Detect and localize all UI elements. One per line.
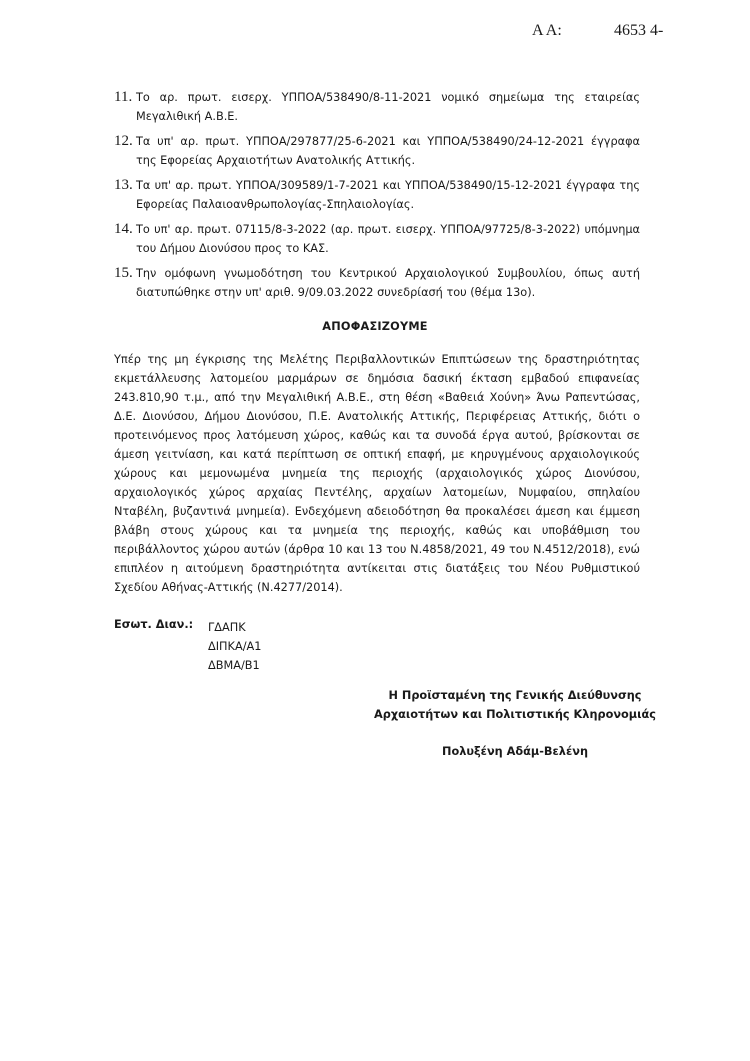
distribution-recipients bbox=[208, 618, 261, 675]
protocol-reference bbox=[532, 22, 663, 40]
signatory-title-line-2: Αρχαιοτήτων και Πολιτιστικής Κληρονομιάς bbox=[374, 708, 656, 721]
list-item bbox=[114, 132, 640, 170]
item-text: Το αρ. πρωτ. εισερχ. ΥΠΠΟΑ/538490/8-11-2021 νομικό σημείωμα της εταιρείας Μεγαλιθική Α.Β.Ε. bbox=[136, 91, 640, 123]
recipient: ΔΒΜΑ/Β1 bbox=[208, 659, 260, 672]
item-number: 14. bbox=[114, 221, 133, 237]
protocol-label: Α Α: bbox=[532, 22, 562, 39]
list-item bbox=[114, 220, 640, 258]
item-number: 11. bbox=[114, 89, 133, 105]
decision-heading: ΑΠΟΦΑΣΙΖΟΥΜΕ bbox=[322, 320, 428, 333]
list-item bbox=[114, 176, 640, 214]
item-number: 12. bbox=[114, 133, 133, 149]
list-item bbox=[114, 88, 640, 126]
item-text: Τα υπ' αρ. πρωτ. ΥΠΠΟΑ/297877/25-6-2021 και ΥΠΠΟΑ/538490/24-12-2021 έγγραφα της Εφορείας Αρχαιοτήτων Ανατολικής Αττικής. bbox=[136, 135, 640, 167]
recipient: ΔΙΠΚΑ/Α1 bbox=[208, 640, 262, 653]
decision-body: Υπέρ της μη έγκρισης της Μελέτης Περιβαλλοντικών Επιπτώσεων της δραστηριότητας εκμετάλλευσης λατομείου μαρμάρων σε δημόσια δασική έκταση εμβαδού επιφανείας 243.810,90 τ.μ., από την Μεγαλιθική Α.Β.Ε., στη θέση «Βαθειά Χούνη» Άνω Ραπεντώσας, Δ.Ε. Διονύσου, Δήμου Διονύσου, Π.Ε. Ανατολικής Αττικής, Περιφέρειας Αττικής, διότι ο προτεινόμενος προς λατόμευση χώρος, καθώς και τα συνοδά έργα αυτού, βρίσκονται σε άμεση γειτνίαση, και κατά περίπτωση σε οπτική επαφή, με κηρυγμένους αρχαιολογικούς χώρους και μεμονωμένα μνημεία της περιοχής (αρχαιολογικός χώρος Διονύσου, αρχαιολογικός χώρος αρχαίας Πεντέλης, αρχαίων λατομείων, Νυμφαίου, σπηλαίου Νταβέλη, βυζαντινά μνημεία). Ενδεχόμενη αδειοδότηση θα προκαλέσει άμεση και έμμεση βλάβη στους χώρους και τα μνημεία της περιοχής, καθώς και υποβάθμιση του περιβάλλοντος χώρου αυτών (άρθρα 10 και 13 του Ν.4858/2021, 49 του Ν.4512/2018), ενώ επιπλέον η αιτούμενη δραστηριότητα αντίκειται στις διατάξεις του Νέου Ρυθμιστικού Σχεδίου Αθήνας-Αττικής (Ν.4277/2014). bbox=[114, 353, 640, 594]
protocol-number: 4653 4- bbox=[614, 22, 664, 39]
item-text: Το υπ' αρ. πρωτ. 07115/8-3-2022 (αρ. πρωτ. εισερχ. ΥΠΠΟΑ/97725/8-3-2022) υπόμνημα του Δήμου Διονύσου προς το ΚΑΣ. bbox=[136, 223, 640, 255]
signatory-name: Πολυξένη Αδάμ-Βελένη bbox=[442, 745, 588, 758]
distribution-label: Εσωτ. Διαν.: bbox=[114, 618, 194, 631]
signatory-title-line-1: Η Προϊσταμένη της Γενικής Διεύθυνσης bbox=[388, 689, 642, 702]
item-number: 15. bbox=[114, 265, 133, 281]
item-text: Την ομόφωνη γνωμοδότηση του Κεντρικού Αρχαιολογικού Συμβουλίου, όπως αυτή διατυπώθηκε στην υπ' αριθ. 9/09.03.2022 συνεδρίασή του (θέμα 13ο). bbox=[136, 267, 640, 299]
considerations-list bbox=[114, 88, 640, 308]
item-text: Τα υπ' αρ. πρωτ. ΥΠΠΟΑ/309589/1-7-2021 και ΥΠΠΟΑ/538490/15-12-2021 έγγραφα της Εφορείας Παλαιοανθρωπολογίας-Σπηλαιολογίας. bbox=[136, 179, 640, 211]
signature-block bbox=[370, 686, 660, 761]
recipient: ΓΔΑΠΚ bbox=[208, 621, 246, 634]
item-number: 13. bbox=[114, 177, 133, 193]
list-item bbox=[114, 264, 640, 302]
